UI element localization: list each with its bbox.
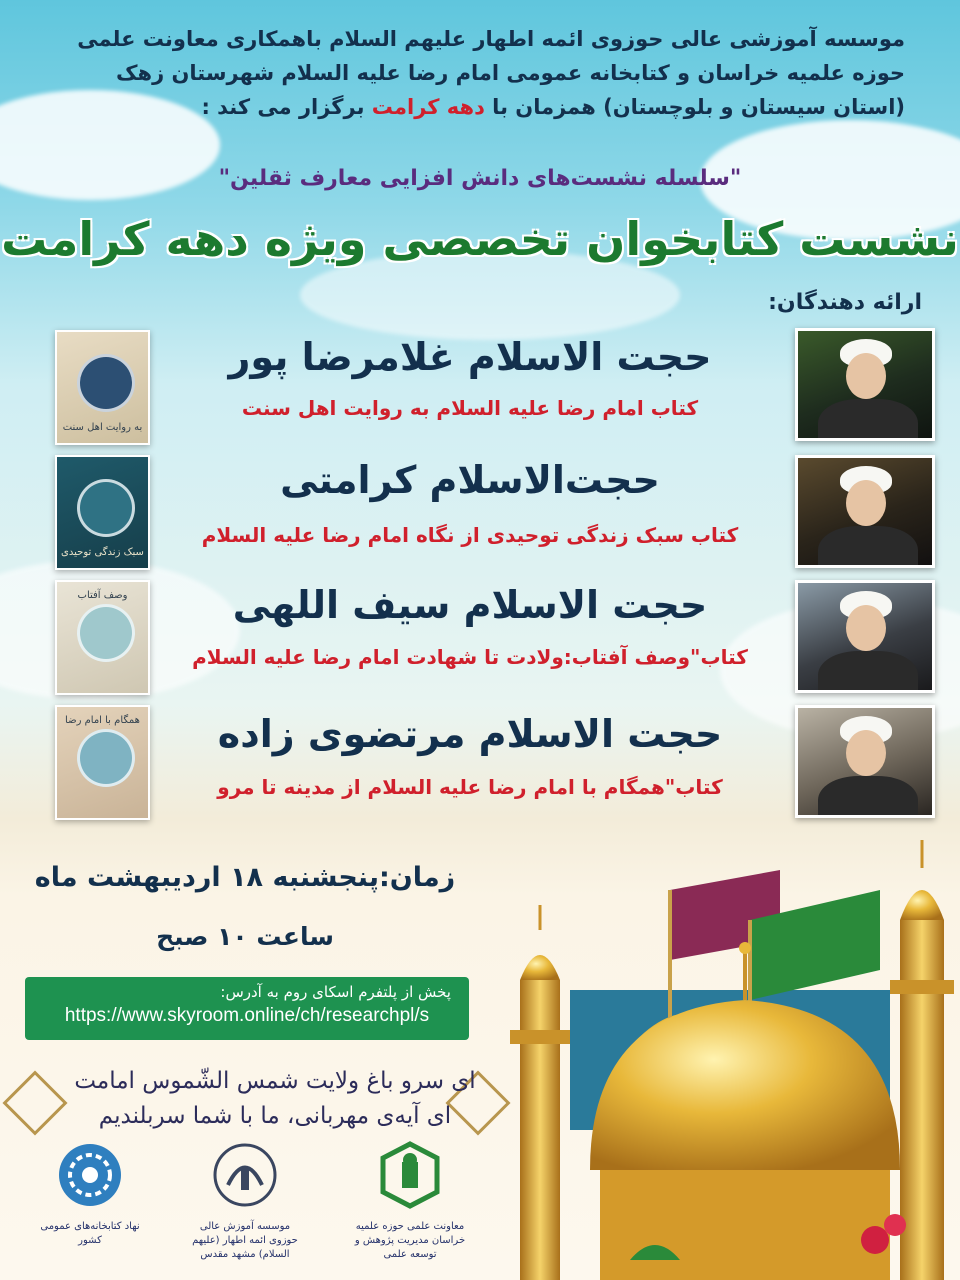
presenter-book-title: کتاب امام رضا علیه السلام به روایت اهل سنت — [241, 396, 699, 420]
poem-line-1: ای سرو باغ ولایت شمس الشّموس امامت — [74, 1068, 476, 1094]
face-shape — [846, 605, 886, 651]
logo-caption: نهاد کتابخانه‌های عمومی کشور — [40, 1221, 140, 1246]
presenter-photo — [795, 705, 935, 818]
stream-url-link[interactable]: https://www.skyroom.online/ch/researchpl/s — [64, 1005, 430, 1026]
book-cover-text: سبک زندگی توحیدی — [61, 547, 144, 558]
event-hour: ساعت ۱۰ صبح — [156, 922, 334, 951]
seminary-logo-icon — [375, 1140, 445, 1210]
intro-text — [45, 22, 905, 124]
presenter-photo — [795, 328, 935, 441]
logo-caption: موسسه آموزش عالی حوزوی ائمه اطهار (علیهم السلام) مشهد مقدس — [192, 1221, 298, 1260]
presenter-name: حجت‌الاسلام کرامتی — [280, 458, 660, 502]
shrine-dome-illustration — [480, 830, 960, 1280]
presenter-book-title: کتاب سبک زندگی توحیدی از نگاه امام رضا علیه السلام — [201, 523, 739, 547]
book-emblem — [77, 354, 135, 412]
presenter-name: حجت الاسلام مرتضوی زاده — [217, 712, 723, 756]
stream-box — [25, 977, 469, 1040]
event-date: زمان:پنجشنبه ۱۸ اردیبهشت ماه — [34, 862, 456, 893]
presenter-book-title: کتاب"همگام با امام رضا علیه السلام از مدینه تا مرو — [217, 775, 723, 799]
presenter-photo — [795, 455, 935, 568]
intro-line-2: حوزه علمیه خراسان و کتابخانه عمومی امام رضا علیه السلام شهرستان زهک — [116, 61, 905, 85]
logo-aemme-athar-institute — [185, 1140, 305, 1272]
logo-public-libraries — [30, 1140, 150, 1272]
presenter-name: حجت الاسلام سیف اللهی — [232, 583, 708, 627]
book-emblem — [77, 479, 135, 537]
stream-label: پخش از پلتفرم اسکای روم به آدرس: — [220, 983, 451, 1001]
face-shape — [846, 730, 886, 776]
main-title: نشست کتابخوان تخصصی ویژه دهه کرامت — [1, 212, 959, 266]
presenter-book-title: کتاب"وصف آفتاب:ولادت تا شهادت امام رضا علیه السلام — [192, 645, 748, 669]
libraries-logo-icon — [55, 1140, 125, 1210]
robe-shape — [818, 399, 918, 441]
robe-shape — [818, 776, 918, 818]
presenters-label: ارائه دهندگان: — [768, 290, 922, 315]
intro-line-3-b: برگزار می کند : — [201, 95, 372, 119]
intro-line-3-a: (استان سیستان و بلوچستان) همزمان با — [484, 95, 905, 119]
poem-line-2: ای آیه‌ی مهربانی، ما با شما سربلندیم — [98, 1103, 452, 1129]
face-shape — [846, 480, 886, 526]
face-shape — [846, 353, 886, 399]
book-emblem — [77, 604, 135, 662]
intro-line-1: موسسه آموزشی عالی حوزوی ائمه اطهار علیهم السلام باهمکاری معاونت علمی — [77, 27, 905, 51]
book-cover — [55, 455, 150, 570]
book-cover — [55, 580, 150, 695]
series-title: "سلسله نشست‌های دانش افزایی معارف ثقلین" — [218, 166, 742, 191]
book-cover-text: همگام با امام رضا — [65, 715, 140, 726]
robe-shape — [818, 651, 918, 693]
book-emblem — [77, 729, 135, 787]
robe-shape — [818, 526, 918, 568]
presenter-name: حجت الاسلام غلامرضا پور — [228, 335, 712, 379]
intro-line-3 — [45, 90, 905, 124]
presenter-photo — [795, 580, 935, 693]
book-cover-text: وصف آفتاب — [77, 590, 128, 601]
book-cover — [55, 705, 150, 820]
logo-caption: معاونت علمی حوزه علمیه خراسان مدیریت پژوهش و توسعه علمی — [354, 1221, 466, 1260]
book-cover-text: به روایت اهل سنت — [62, 422, 143, 433]
logo-khorasan-seminary — [350, 1140, 470, 1272]
intro-highlight: دهه کرامت — [371, 95, 485, 119]
book-cover — [55, 330, 150, 445]
institute-logo-icon — [210, 1140, 280, 1210]
